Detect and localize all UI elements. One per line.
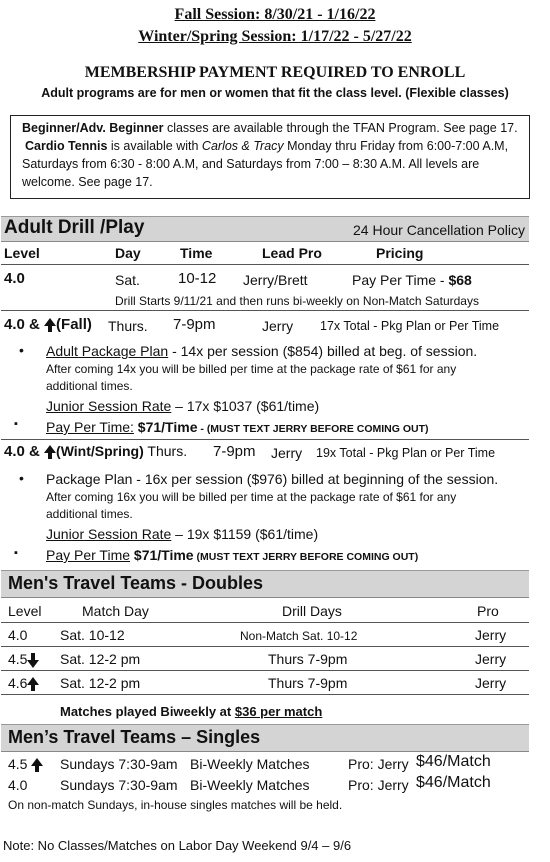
fall-time: 7-9pm (173, 316, 216, 333)
winter-row: 4.0 & (Wint/Spring) Thurs. (4, 443, 188, 460)
cancellation-policy: 24 Hour Cancellation Policy (353, 222, 525, 238)
singles-row-frequency: Bi-Weekly Matches (190, 777, 310, 793)
doubles-row-level: 4.6 (8, 675, 39, 691)
fall-plan: 17x Total - Pkg Plan or Per Time (320, 319, 500, 333)
doubles-row-level: 4.5 (8, 651, 39, 667)
divider (1, 694, 529, 695)
notice-line-3: Saturdays from 6:30 - 8:00 A.M, and Saturdays from 7:00 – 8:30 A.M. All levels are (22, 157, 480, 171)
row1-pricing: Pay Per Time - $68 (352, 272, 472, 288)
up-arrow-icon (44, 445, 56, 453)
winter-junior: Junior Session Rate – 19x $1159 ($61/time) (46, 526, 319, 542)
fall-pro: Jerry (262, 318, 294, 334)
singles-note: On non-match Sundays, in-house singles matches will be held. (8, 798, 343, 812)
winter-pay-per-time: Pay Per Time $71/Time (MUST TEXT JERRY BEFORE COMING OUT) (46, 547, 419, 563)
divider (1, 622, 529, 623)
col-level: Level (4, 245, 40, 261)
up-arrow-icon (44, 318, 56, 326)
notice-line-4: welcome. See page 17. (22, 175, 153, 189)
fall-day: Thurs. (108, 318, 148, 334)
row1-day: Sat. (115, 272, 140, 288)
divider (1, 646, 529, 647)
doubles-col-match-day: Match Day (82, 603, 149, 619)
doubles-section-title: Men's Travel Teams - Doubles (8, 573, 264, 593)
doubles-row-pro: Jerry (475, 651, 507, 667)
fall-junior: Junior Session Rate – 17x $1037 ($61/time) (46, 398, 320, 414)
col-day: Day (115, 245, 141, 261)
singles-row-price: $46/Match (416, 753, 491, 770)
doubles-row-day: Sat. 10-12 (60, 627, 125, 643)
col-lead-pro: Lead Pro (262, 245, 322, 261)
col-pricing: Pricing (376, 245, 424, 261)
doubles-row-pro: Jerry (475, 675, 507, 691)
singles-row-pro: Pro: Jerry (348, 756, 409, 772)
winter-session: Winter/Spring Session: 1/17/22 - 5/27/22 (138, 28, 412, 45)
bullet-icon: ▪ (14, 547, 18, 559)
down-arrow-icon (27, 660, 39, 668)
winter-after-2: additional times. (46, 507, 133, 521)
divider (1, 310, 529, 311)
singles-row-level: 4.0 (8, 777, 28, 793)
singles-row-day: Sundays 7:30-9am (60, 777, 178, 793)
winter-plan: 19x Total - Pkg Plan or Per Time (316, 446, 496, 460)
footer-note: Note: No Classes/Matches on Labor Day Weekend 9/4 – 9/6 (3, 838, 352, 853)
fall-after-1: After coming 14x you will be billed per time at the package rate of $61 for any (46, 362, 457, 376)
doubles-col-pro: Pro (477, 603, 499, 619)
up-arrow-icon (27, 677, 39, 685)
winter-time: 7-9pm (213, 443, 256, 460)
doubles-row-day: Sat. 12-2 pm (60, 675, 141, 691)
col-time: Time (180, 245, 213, 261)
doubles-row-day: Sat. 12-2 pm (60, 651, 141, 667)
adult-programs-note: Adult programs are for men or women that fit the class level. (Flexible classes) (41, 86, 509, 100)
winter-package: Package Plan - 16x per session ($976) billed at beginning of the session. (46, 471, 499, 487)
fall-session: Fall Session: 8/30/21 - 1/16/22 (174, 6, 376, 23)
row1-note: Drill Starts 9/11/21 and then runs bi-weekly on Non-Match Saturdays (115, 294, 479, 308)
divider (1, 670, 529, 671)
divider (1, 439, 529, 440)
doubles-row-drill: Thurs 7-9pm (268, 651, 348, 667)
notice-line-2: Cardio Tennis is available with Carlos & Tracy Monday thru Friday from 6:00-7:00 A.M, (25, 139, 509, 153)
adult-section-title: Adult Drill /Play (4, 217, 145, 238)
winter-after-1: After coming 16x you will be billed per time at the package rate of $61 for any (46, 490, 457, 504)
row1-level: 4.0 (4, 270, 25, 287)
doubles-row-drill: Thurs 7-9pm (268, 675, 348, 691)
fall-package: Adult Package Plan - 14x per session ($854) billed at beg. of session. (46, 343, 478, 359)
singles-row-price: $46/Match (416, 774, 491, 791)
row1-time: 10-12 (178, 270, 217, 287)
doubles-row-drill: Non-Match Sat. 10-12 (240, 629, 358, 643)
singles-section-title: Men’s Travel Teams – Singles (8, 727, 261, 747)
membership-heading: MEMBERSHIP PAYMENT REQUIRED TO ENROLL (84, 64, 466, 81)
fall-after-2: additional times. (46, 379, 133, 393)
bullet-icon: ▪ (14, 418, 18, 430)
doubles-row-pro: Jerry (475, 627, 507, 643)
winter-pro: Jerry (271, 445, 303, 461)
up-arrow-icon (31, 758, 43, 766)
fall-row: 4.0 & (Fall) (4, 316, 92, 333)
doubles-row-level: 4.0 (8, 627, 28, 643)
singles-row-pro: Pro: Jerry (348, 777, 409, 793)
row1-pro: Jerry/Brett (243, 272, 308, 288)
divider (1, 264, 529, 265)
singles-row-level: 4.5 (8, 756, 43, 772)
bullet-icon: • (19, 342, 24, 358)
notice-line-1: Beginner/Adv. Beginner classes are available through the TFAN Program. See page 17. (22, 121, 518, 135)
bullet-icon: • (19, 470, 24, 486)
matches-biweekly: Matches played Biweekly at $36 per match (60, 704, 323, 719)
singles-row-frequency: Bi-Weekly Matches (190, 756, 310, 772)
fall-pay-per-time: Pay Per Time: $71/Time - (MUST TEXT JERRY BEFORE COMING OUT) (46, 419, 429, 435)
doubles-col-level: Level (8, 603, 42, 619)
doubles-col-drill-days: Drill Days (282, 603, 342, 619)
singles-row-day: Sundays 7:30-9am (60, 756, 178, 772)
